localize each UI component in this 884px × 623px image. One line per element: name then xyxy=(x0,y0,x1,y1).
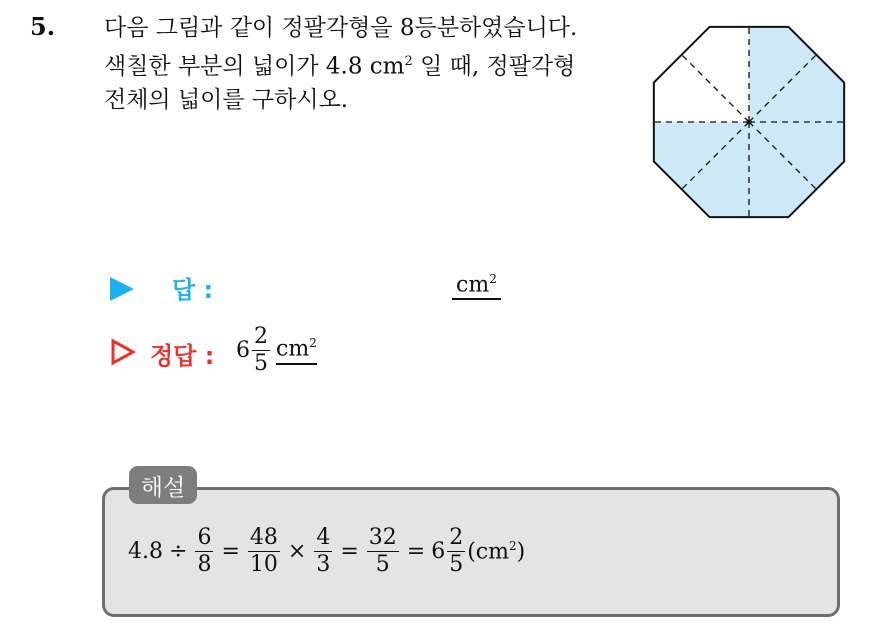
question-line-2-end: 일 때, 정팔각형 xyxy=(412,53,576,80)
answer-arrow-icon xyxy=(110,277,134,301)
correct-fraction xyxy=(252,326,270,375)
correct-arrow-icon xyxy=(110,338,136,366)
fraction-2-denominator: 10 xyxy=(249,552,278,577)
result-denominator: 5 xyxy=(449,552,464,577)
question-line-2 xyxy=(104,45,634,84)
explanation-tag: 해설 xyxy=(129,466,197,504)
question-number: 5. xyxy=(30,12,56,41)
correct-whole: 6 xyxy=(236,338,250,363)
fraction-4-denominator: 5 xyxy=(375,552,390,577)
octagon-figure xyxy=(644,18,854,226)
fraction-1-denominator: 8 xyxy=(197,552,212,577)
formula-term-a: 4.8 xyxy=(128,539,163,564)
octagon-center-point xyxy=(747,120,752,125)
question-line-2-exponent: 2 xyxy=(404,54,413,69)
correct-unit-text: cm xyxy=(276,336,310,362)
formula-equals-2: = xyxy=(340,539,359,564)
answer-unit: cm xyxy=(456,272,490,298)
explanation-formula xyxy=(128,527,525,576)
formula-fraction-2 xyxy=(248,527,280,576)
formula-unit-close: ) xyxy=(516,539,526,565)
formula-fraction-1 xyxy=(195,527,213,576)
answer-label: 답 : xyxy=(172,276,214,304)
fraction-3-denominator: 3 xyxy=(316,552,331,577)
formula-unit-open: (cm xyxy=(467,539,509,565)
formula-divide: ÷ xyxy=(169,539,188,564)
result-numerator: 2 xyxy=(449,525,464,550)
answer-blank[interactable] xyxy=(452,272,501,300)
formula-fraction-4 xyxy=(367,527,399,576)
formula-result-fraction xyxy=(447,527,465,576)
correct-numerator: 2 xyxy=(254,324,268,349)
question-line-3: 전체의 넓이를 구하시오. xyxy=(104,86,349,113)
formula-unit-exponent: 2 xyxy=(508,538,517,553)
correct-value xyxy=(236,326,317,375)
formula-result-whole: 6 xyxy=(431,539,446,564)
formula-fraction-3 xyxy=(314,527,332,576)
answer-unit-exponent: 2 xyxy=(489,272,497,286)
formula-unit xyxy=(467,539,525,564)
question-text xyxy=(104,12,634,117)
formula-multiply: × xyxy=(287,539,307,564)
question-line-1: 다음 그림과 같이 정팔각형을 8등분하였습니다. xyxy=(104,15,578,41)
fraction-1-numerator: 6 xyxy=(197,525,212,550)
correct-denominator: 5 xyxy=(254,351,268,376)
question-line-2-start: 색칠한 부분의 넓이가 4.8 cm xyxy=(104,53,405,80)
fraction-3-numerator: 4 xyxy=(316,525,331,550)
correct-unit xyxy=(276,336,317,364)
fraction-4-numerator: 32 xyxy=(368,525,397,550)
fraction-2-numerator: 48 xyxy=(249,525,278,550)
formula-equals-3: = xyxy=(406,539,426,564)
formula-equals-1: = xyxy=(221,539,240,564)
correct-label: 정답 : xyxy=(150,342,215,370)
correct-unit-exponent: 2 xyxy=(309,336,317,351)
